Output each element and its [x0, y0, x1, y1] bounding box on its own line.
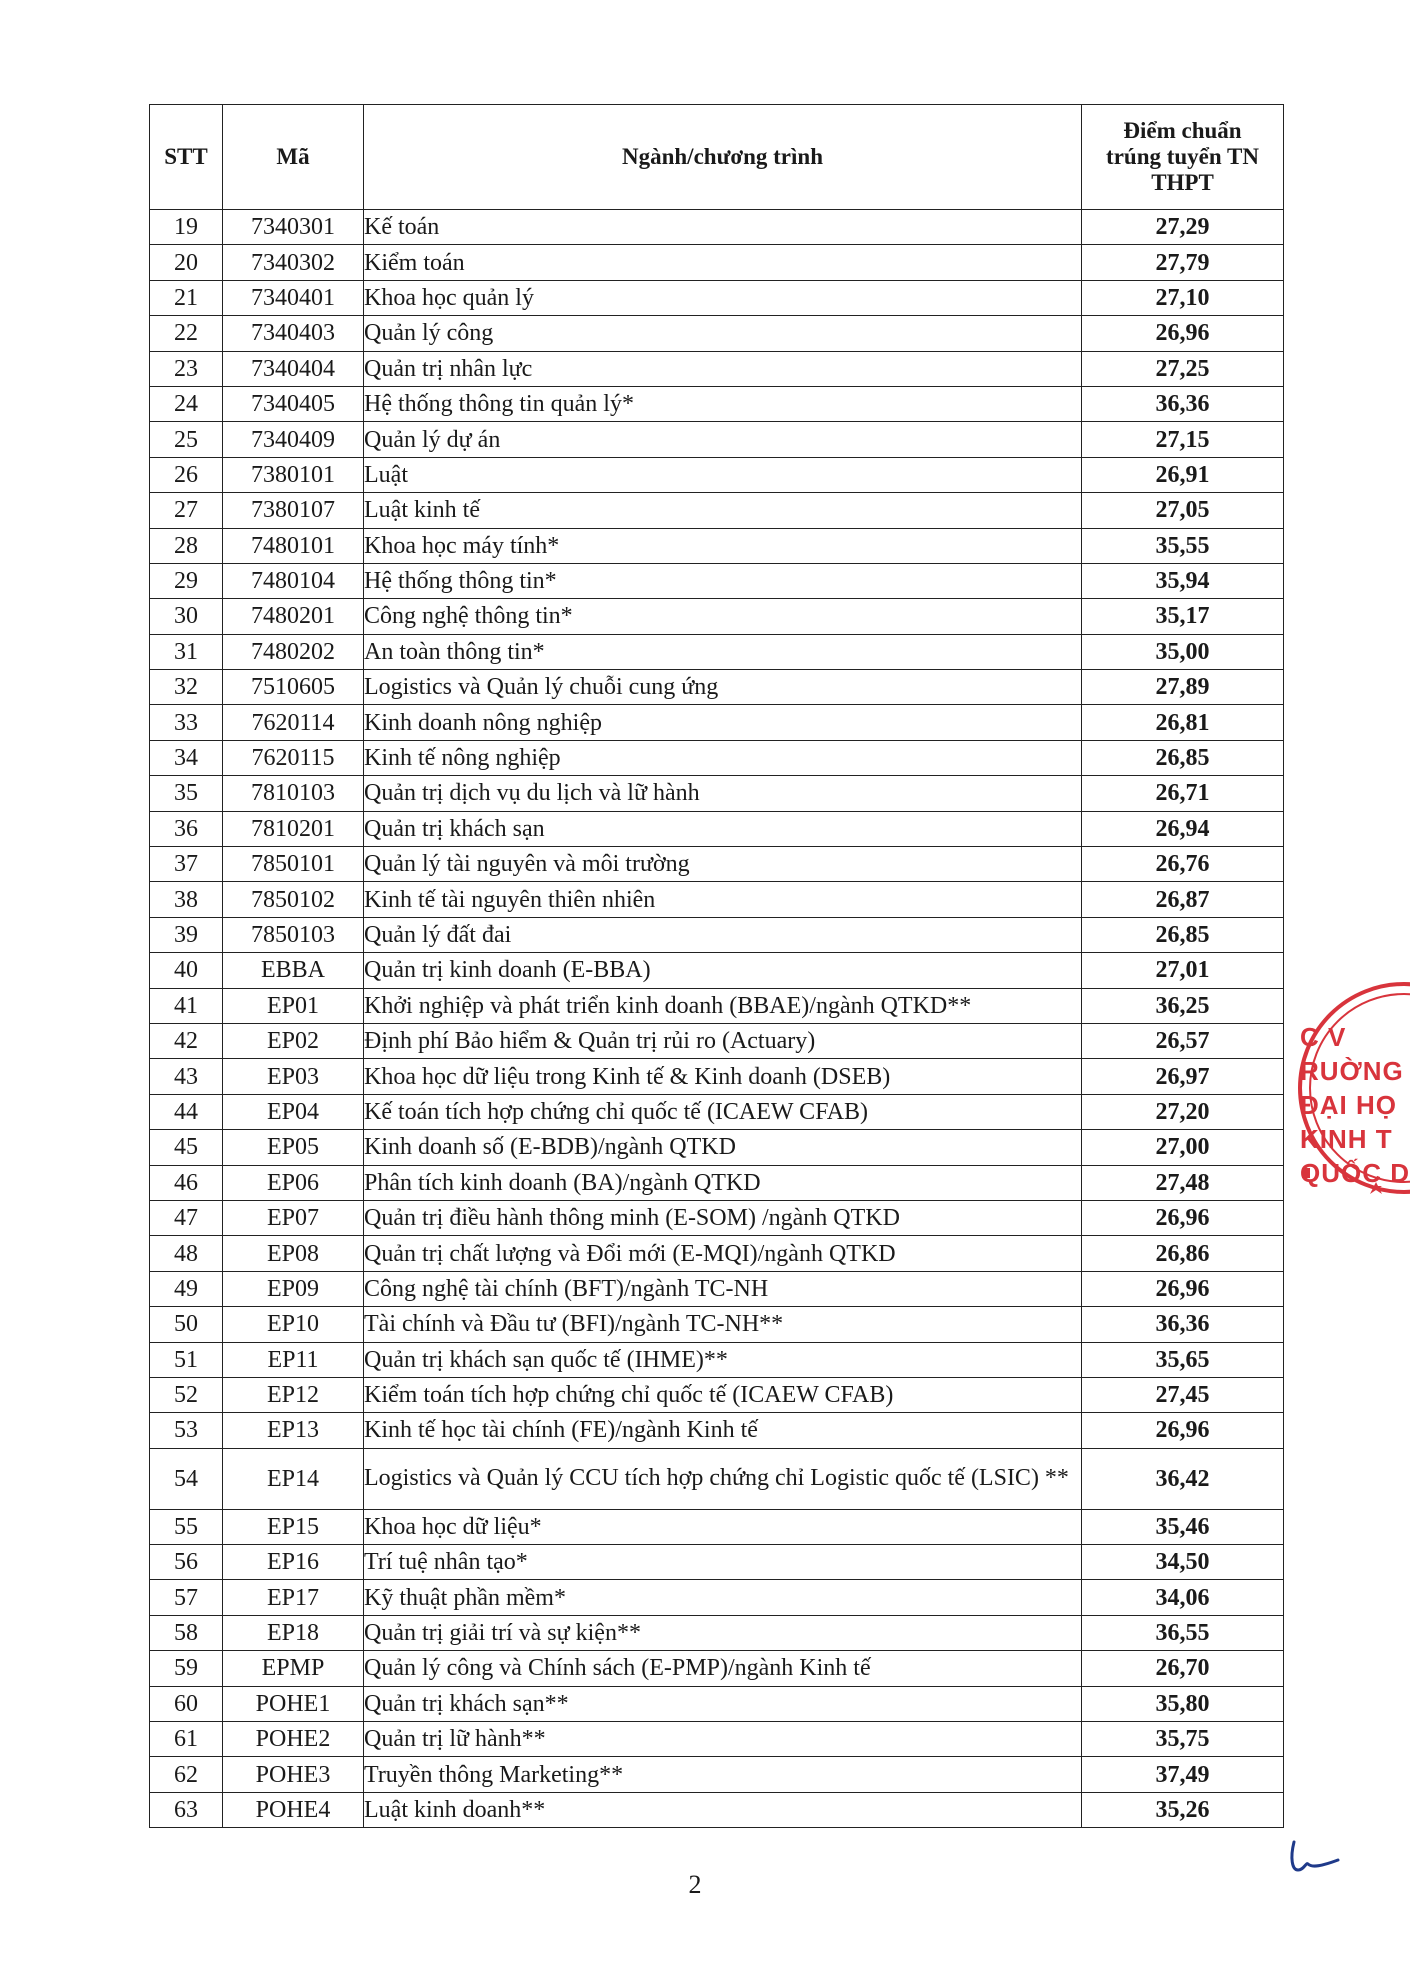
- table-row: [150, 1509, 1284, 1544]
- cell-program: Công nghệ tài chính (BFT)/ngành TC-NH: [364, 1271, 1082, 1306]
- cell-stt: 59: [150, 1651, 223, 1686]
- header-stt: STT: [150, 105, 223, 210]
- cell-program: Luật kinh tế: [364, 493, 1082, 528]
- cell-stt: 24: [150, 386, 223, 421]
- cell-stt: 40: [150, 953, 223, 988]
- table-row: [150, 670, 1284, 705]
- cell-program: Quản trị khách sạn**: [364, 1686, 1082, 1721]
- cell-code: 7380107: [223, 493, 364, 528]
- cell-stt: 55: [150, 1509, 223, 1544]
- cell-stt: 48: [150, 1236, 223, 1271]
- cell-stt: 58: [150, 1615, 223, 1650]
- cell-code: EP08: [223, 1236, 364, 1271]
- cell-score: 26,96: [1082, 1200, 1284, 1235]
- cell-stt: 36: [150, 811, 223, 846]
- cell-stt: 31: [150, 634, 223, 669]
- table-row: [150, 1413, 1284, 1448]
- cell-score: 35,00: [1082, 634, 1284, 669]
- table-row: [150, 210, 1284, 245]
- table-row: [150, 705, 1284, 740]
- cell-program: Quản lý công và Chính sách (E-PMP)/ngành Kinh tế: [364, 1651, 1082, 1686]
- cell-program: Luật kinh doanh**: [364, 1792, 1082, 1827]
- table-row: [150, 740, 1284, 775]
- cell-program: Kinh doanh nông nghiệp: [364, 705, 1082, 740]
- table-row: [150, 847, 1284, 882]
- cell-program: Hệ thống thông tin*: [364, 563, 1082, 598]
- cell-program: Quản trị khách sạn: [364, 811, 1082, 846]
- cell-score: 27,25: [1082, 351, 1284, 386]
- cell-program: Quản trị giải trí và sự kiện**: [364, 1615, 1082, 1650]
- cell-score: 36,42: [1082, 1448, 1284, 1509]
- cell-score: 36,55: [1082, 1615, 1284, 1650]
- cell-code: EP01: [223, 988, 364, 1023]
- cell-stt: 45: [150, 1130, 223, 1165]
- cell-score: 26,71: [1082, 776, 1284, 811]
- cell-program: Khởi nghiệp và phát triển kinh doanh (BBAE)/ngành QTKD**: [364, 988, 1082, 1023]
- table-row: [150, 1686, 1284, 1721]
- cell-score: 27,20: [1082, 1094, 1284, 1129]
- cell-stt: 52: [150, 1377, 223, 1412]
- table-row: [150, 422, 1284, 457]
- cell-score: 27,01: [1082, 953, 1284, 988]
- cell-code: 7480202: [223, 634, 364, 669]
- table-row: [150, 563, 1284, 598]
- cell-code: EP09: [223, 1271, 364, 1306]
- cell-program: Kinh tế tài nguyên thiên nhiên: [364, 882, 1082, 917]
- cell-score: 26,57: [1082, 1023, 1284, 1058]
- cell-code: 7620115: [223, 740, 364, 775]
- cell-program: Quản lý đất đai: [364, 917, 1082, 952]
- table-row: [150, 1545, 1284, 1580]
- cell-stt: 38: [150, 882, 223, 917]
- cell-program: Trí tuệ nhân tạo*: [364, 1545, 1082, 1580]
- cell-stt: 44: [150, 1094, 223, 1129]
- cell-program: Khoa học dữ liệu*: [364, 1509, 1082, 1544]
- cell-stt: 33: [150, 705, 223, 740]
- cell-program: Công nghệ thông tin*: [364, 599, 1082, 634]
- cell-program: Quản trị lữ hành**: [364, 1722, 1082, 1757]
- cell-code: EP05: [223, 1130, 364, 1165]
- cell-score: 35,46: [1082, 1509, 1284, 1544]
- cell-score: 36,36: [1082, 1307, 1284, 1342]
- table-row: [150, 1130, 1284, 1165]
- table-row: [150, 1023, 1284, 1058]
- cell-score: 35,65: [1082, 1342, 1284, 1377]
- cell-score: 26,91: [1082, 457, 1284, 492]
- cell-program: Logistics và Quản lý chuỗi cung ứng: [364, 670, 1082, 705]
- cell-score: 36,25: [1082, 988, 1284, 1023]
- table-row: [150, 528, 1284, 563]
- cell-program: Kỹ thuật phần mềm*: [364, 1580, 1082, 1615]
- cell-stt: 20: [150, 245, 223, 280]
- cell-code: EP02: [223, 1023, 364, 1058]
- cell-stt: 32: [150, 670, 223, 705]
- admission-score-table: [149, 104, 1284, 1828]
- cell-program: An toàn thông tin*: [364, 634, 1082, 669]
- table-row: [150, 1792, 1284, 1827]
- cell-score: 26,81: [1082, 705, 1284, 740]
- table-row: [150, 351, 1284, 386]
- cell-program: Quản lý tài nguyên và môi trường: [364, 847, 1082, 882]
- cell-score: 35,75: [1082, 1722, 1284, 1757]
- table-row: [150, 988, 1284, 1023]
- cell-program: Quản lý dự án: [364, 422, 1082, 457]
- cell-program: Quản lý công: [364, 316, 1082, 351]
- cell-score: 35,94: [1082, 563, 1284, 598]
- table-row: [150, 1757, 1284, 1792]
- cell-stt: 56: [150, 1545, 223, 1580]
- cell-score: 27,79: [1082, 245, 1284, 280]
- cell-program: Quản trị dịch vụ du lịch và lữ hành: [364, 776, 1082, 811]
- cell-stt: 61: [150, 1722, 223, 1757]
- cell-score: 26,96: [1082, 316, 1284, 351]
- cell-score: 26,96: [1082, 1413, 1284, 1448]
- cell-stt: 47: [150, 1200, 223, 1235]
- cell-score: 35,17: [1082, 599, 1284, 634]
- cell-code: 7850103: [223, 917, 364, 952]
- cell-stt: 34: [150, 740, 223, 775]
- cell-stt: 49: [150, 1271, 223, 1306]
- table-row: [150, 1722, 1284, 1757]
- cell-stt: 54: [150, 1448, 223, 1509]
- cell-score: 26,97: [1082, 1059, 1284, 1094]
- cell-program: Truyền thông Marketing**: [364, 1757, 1082, 1792]
- cell-score: 27,15: [1082, 422, 1284, 457]
- table-row: [150, 882, 1284, 917]
- cell-stt: 57: [150, 1580, 223, 1615]
- cell-code: POHE4: [223, 1792, 364, 1827]
- cell-code: 7810201: [223, 811, 364, 846]
- table-body: [150, 210, 1284, 1828]
- table-row: [150, 493, 1284, 528]
- cell-program: Kế toán: [364, 210, 1082, 245]
- table-row: [150, 599, 1284, 634]
- cell-code: EPMP: [223, 1651, 364, 1686]
- cell-program: Kiểm toán tích hợp chứng chỉ quốc tế (ICAEW CFAB): [364, 1377, 1082, 1412]
- cell-score: 34,50: [1082, 1545, 1284, 1580]
- cell-stt: 62: [150, 1757, 223, 1792]
- cell-stt: 21: [150, 280, 223, 315]
- cell-program: Tài chính và Đầu tư (BFI)/ngành TC-NH**: [364, 1307, 1082, 1342]
- cell-code: 7340301: [223, 210, 364, 245]
- cell-program: Kinh tế học tài chính (FE)/ngành Kinh tế: [364, 1413, 1082, 1448]
- cell-code: 7850102: [223, 882, 364, 917]
- cell-score: 27,89: [1082, 670, 1284, 705]
- cell-code: 7340404: [223, 351, 364, 386]
- table-row: [150, 1651, 1284, 1686]
- table-row: [150, 953, 1284, 988]
- table-row: [150, 811, 1284, 846]
- cell-stt: 30: [150, 599, 223, 634]
- cell-code: 7850101: [223, 847, 364, 882]
- cell-stt: 43: [150, 1059, 223, 1094]
- table-row: [150, 1580, 1284, 1615]
- table-row: [150, 1200, 1284, 1235]
- cell-score: 27,05: [1082, 493, 1284, 528]
- cell-score: 26,85: [1082, 740, 1284, 775]
- cell-program: Kế toán tích hợp chứng chỉ quốc tế (ICAEW CFAB): [364, 1094, 1082, 1129]
- cell-code: 7480101: [223, 528, 364, 563]
- cell-score: 35,80: [1082, 1686, 1284, 1721]
- cell-code: POHE1: [223, 1686, 364, 1721]
- table-row: [150, 1448, 1284, 1509]
- cell-score: 27,48: [1082, 1165, 1284, 1200]
- cell-program: Kinh doanh số (E-BDB)/ngành QTKD: [364, 1130, 1082, 1165]
- cell-code: EP10: [223, 1307, 364, 1342]
- cell-code: EP06: [223, 1165, 364, 1200]
- cell-stt: 53: [150, 1413, 223, 1448]
- table-row: [150, 1377, 1284, 1412]
- cell-program: Khoa học máy tính*: [364, 528, 1082, 563]
- cell-program: Logistics và Quản lý CCU tích hợp chứng chỉ Logistic quốc tế (LSIC) **: [364, 1448, 1082, 1509]
- table-row: [150, 917, 1284, 952]
- cell-stt: 28: [150, 528, 223, 563]
- cell-code: 7480104: [223, 563, 364, 598]
- cell-code: EP16: [223, 1545, 364, 1580]
- cell-score: 26,96: [1082, 1271, 1284, 1306]
- cell-score: 26,87: [1082, 882, 1284, 917]
- table-row: [150, 1615, 1284, 1650]
- cell-code: 7480201: [223, 599, 364, 634]
- cell-stt: 27: [150, 493, 223, 528]
- cell-code: 7510605: [223, 670, 364, 705]
- cell-code: 7340302: [223, 245, 364, 280]
- cell-program: Quản trị chất lượng và Đổi mới (E-MQI)/ngành QTKD: [364, 1236, 1082, 1271]
- cell-code: 7620114: [223, 705, 364, 740]
- cell-stt: 46: [150, 1165, 223, 1200]
- cell-stt: 35: [150, 776, 223, 811]
- cell-program: Hệ thống thông tin quản lý*: [364, 386, 1082, 421]
- table-row: [150, 280, 1284, 315]
- cell-stt: 26: [150, 457, 223, 492]
- cell-code: EP07: [223, 1200, 364, 1235]
- table-row: [150, 1236, 1284, 1271]
- cell-stt: 51: [150, 1342, 223, 1377]
- table-row: [150, 457, 1284, 492]
- cell-score: 26,94: [1082, 811, 1284, 846]
- cell-code: 7380101: [223, 457, 364, 492]
- cell-program: Phân tích kinh doanh (BA)/ngành QTKD: [364, 1165, 1082, 1200]
- cell-program: Định phí Bảo hiểm & Quản trị rủi ro (Actuary): [364, 1023, 1082, 1058]
- cell-stt: 63: [150, 1792, 223, 1827]
- cell-program: Kiểm toán: [364, 245, 1082, 280]
- cell-code: 7810103: [223, 776, 364, 811]
- cell-stt: 41: [150, 988, 223, 1023]
- cell-score: 27,45: [1082, 1377, 1284, 1412]
- cell-code: EP12: [223, 1377, 364, 1412]
- cell-score: 34,06: [1082, 1580, 1284, 1615]
- cell-stt: 39: [150, 917, 223, 952]
- cell-stt: 19: [150, 210, 223, 245]
- cell-score: 37,49: [1082, 1757, 1284, 1792]
- cell-score: 36,36: [1082, 386, 1284, 421]
- cell-code: EP17: [223, 1580, 364, 1615]
- table-row: [150, 1165, 1284, 1200]
- cell-score: 35,26: [1082, 1792, 1284, 1827]
- cell-code: EBBA: [223, 953, 364, 988]
- cell-program: Luật: [364, 457, 1082, 492]
- cell-program: Khoa học dữ liệu trong Kinh tế & Kinh doanh (DSEB): [364, 1059, 1082, 1094]
- cell-code: POHE2: [223, 1722, 364, 1757]
- cell-program: Quản trị nhân lực: [364, 351, 1082, 386]
- header-code: Mã: [223, 105, 364, 210]
- table-row: [150, 386, 1284, 421]
- cell-code: POHE3: [223, 1757, 364, 1792]
- cell-program: Khoa học quản lý: [364, 280, 1082, 315]
- stamp-text: C V RUỜNG ĐẠI HỌ KINH T QUỐC D: [1300, 1022, 1410, 1188]
- cell-score: 26,86: [1082, 1236, 1284, 1271]
- table-row: [150, 316, 1284, 351]
- signature-mark: [1288, 1838, 1344, 1878]
- cell-program: Quản trị kinh doanh (E-BBA): [364, 953, 1082, 988]
- red-seal-stamp: [1282, 968, 1410, 1213]
- cell-code: 7340401: [223, 280, 364, 315]
- table-row: [150, 634, 1284, 669]
- cell-program: Kinh tế nông nghiệp: [364, 740, 1082, 775]
- table-row: [150, 776, 1284, 811]
- page-number: 2: [688, 1870, 702, 1899]
- cell-score: 26,85: [1082, 917, 1284, 952]
- cell-code: EP14: [223, 1448, 364, 1509]
- cell-code: 7340405: [223, 386, 364, 421]
- table-row: [150, 1094, 1284, 1129]
- cell-stt: 42: [150, 1023, 223, 1058]
- table-row: [150, 1342, 1284, 1377]
- cell-code: 7340403: [223, 316, 364, 351]
- cell-stt: 60: [150, 1686, 223, 1721]
- table-row: [150, 1271, 1284, 1306]
- cell-score: 35,55: [1082, 528, 1284, 563]
- cell-stt: 50: [150, 1307, 223, 1342]
- cell-code: 7340409: [223, 422, 364, 457]
- table-row: [150, 1059, 1284, 1094]
- cell-code: EP03: [223, 1059, 364, 1094]
- table-header-row: [150, 105, 1284, 210]
- cell-score: 27,29: [1082, 210, 1284, 245]
- cell-code: EP13: [223, 1413, 364, 1448]
- header-score: Điểm chuẩn trúng tuyển TN THPT: [1082, 105, 1284, 210]
- cell-program: Quản trị điều hành thông minh (E-SOM) /ngành QTKD: [364, 1200, 1082, 1235]
- table-row: [150, 1307, 1284, 1342]
- cell-score: 26,70: [1082, 1651, 1284, 1686]
- cell-stt: 29: [150, 563, 223, 598]
- cell-score: 27,10: [1082, 280, 1284, 315]
- header-program: Ngành/chương trình: [364, 105, 1082, 210]
- cell-code: EP15: [223, 1509, 364, 1544]
- cell-stt: 25: [150, 422, 223, 457]
- cell-code: EP11: [223, 1342, 364, 1377]
- cell-stt: 37: [150, 847, 223, 882]
- cell-score: 27,00: [1082, 1130, 1284, 1165]
- cell-stt: 23: [150, 351, 223, 386]
- cell-stt: 22: [150, 316, 223, 351]
- cell-code: EP18: [223, 1615, 364, 1650]
- cell-code: EP04: [223, 1094, 364, 1129]
- cell-score: 26,76: [1082, 847, 1284, 882]
- table-row: [150, 245, 1284, 280]
- cell-program: Quản trị khách sạn quốc tế (IHME)**: [364, 1342, 1082, 1377]
